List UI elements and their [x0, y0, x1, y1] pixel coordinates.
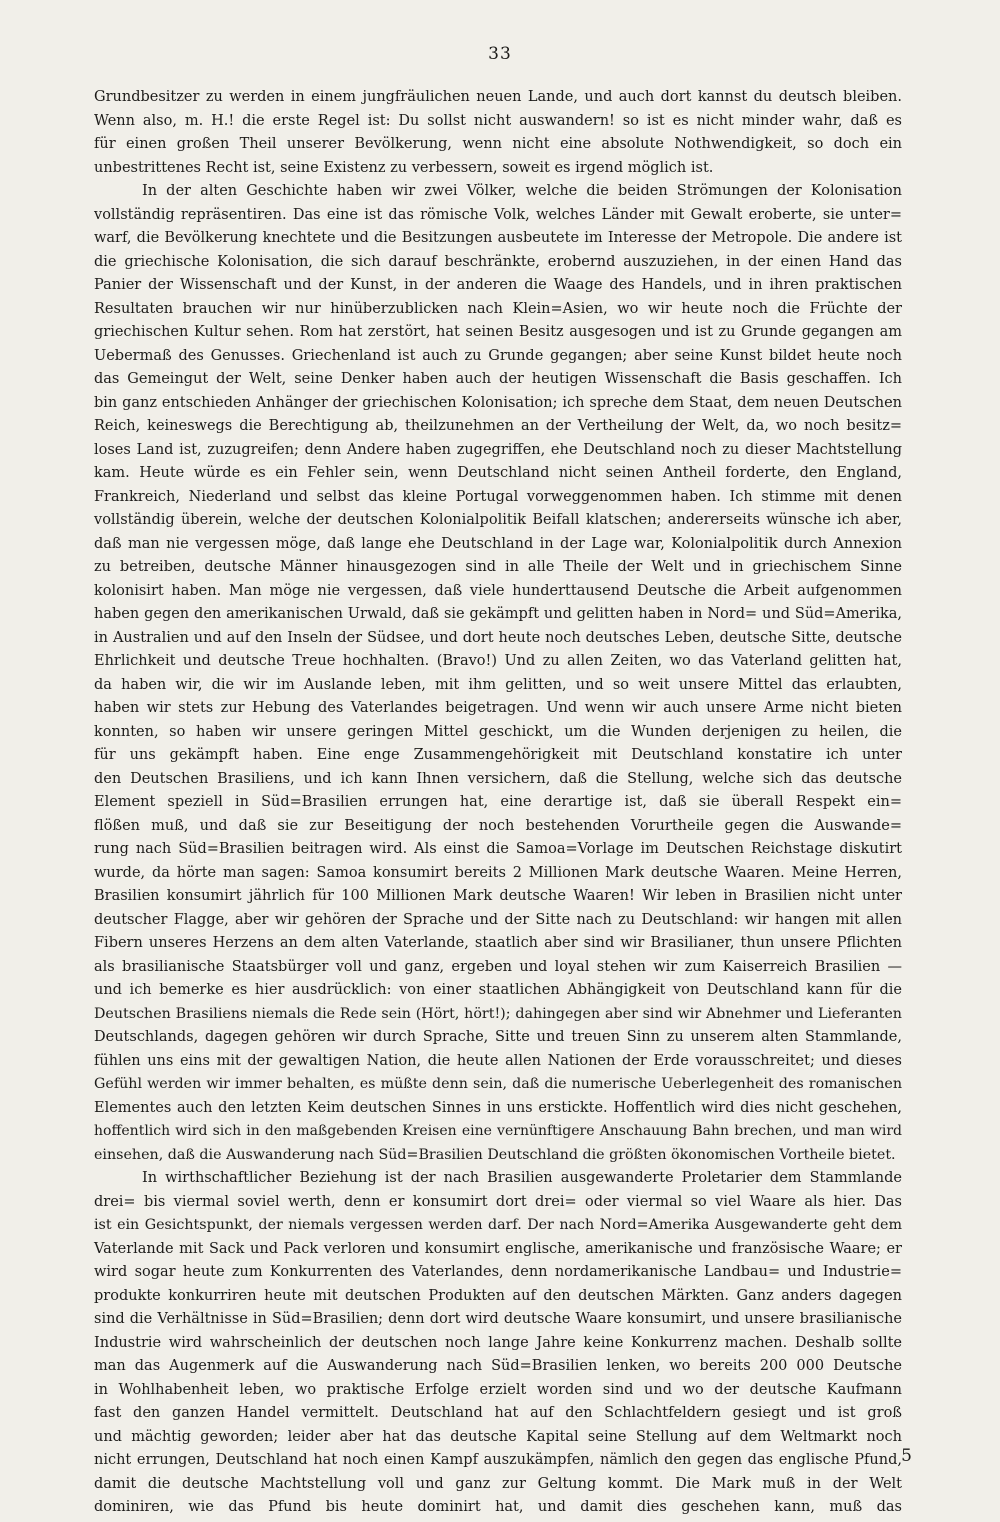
text-line: das Gemeingut der Welt, seine Denker haben auch der heutigen Wissenschaft die Basis geschaffen. Ich — [94, 371, 902, 387]
text-line: in Wohlhabenheit leben, wo praktische Erfolge erzielt worden sind und wo der deutsche Kaufmann — [94, 1381, 902, 1398]
text-line: bin ganz entschieden Anhänger der griechischen Kolonisation; ich spreche dem Staat, dem neuen Deutschen — [94, 394, 902, 411]
text-line: die griechische Kolonisation, die sich darauf beschränkte, erobernd auszuziehen, in der einen Hand das — [94, 253, 902, 270]
text-line: Panier der Wissenschaft und der Kunst, in der anderen die Waage des Handels, und in ihren praktischen — [94, 277, 902, 293]
text-line: daß man nie vergessen möge, daß lange ehe Deutschland in der Lage war, Kolonialpolitik durch Annexion — [94, 535, 902, 552]
text-line: Fibern unseres Herzens an dem alten Vaterlande, staatlich aber sind wir Brasilianer, thun unsere Pflichten — [94, 935, 902, 951]
text-line: In wirthschaftlicher Beziehung ist der nach Brasilien ausgewanderte Proletarier dem Stammlande — [142, 1170, 902, 1186]
text-line: als brasilianische Staatsbürger voll und ganz, ergeben und loyal stehen wir zum Kaiserreich Brasilien — — [94, 958, 902, 975]
text-line: Element speziell in Süd=Brasilien errungen hat, eine derartige ist, daß sie überall Respekt ein= — [94, 794, 902, 810]
text-line: Ehrlichkeit und deutsche Treue hochhalten. (Bravo!) Und zu allen Zeiten, wo das Vaterland gelitten hat, — [94, 653, 902, 669]
text-line: kam. Heute würde es ein Fehler sein, wenn Deutschland nicht seinen Antheil forderte, den England, — [94, 465, 902, 481]
text-line: fühlen uns eins mit der gewaltigen Nation, die heute allen Nationen der Erde vorausschreitet; und dieses — [94, 1052, 902, 1069]
text-line: Resultaten brauchen wir nur hinüberzublicken nach Klein=Asien, wo wir heute noch die Früchte der — [94, 300, 902, 317]
text-line: wird sogar heute zum Konkurrenten des Vaterlandes, denn nordamerikanische Landbau= und Industrie= — [94, 1264, 902, 1280]
text-line: in Australien und auf den Inseln der Südsee, und dort heute noch deutsches Leben, deutsche Sitte, deutsche — [94, 629, 902, 646]
text-line: kolonisirt haben. Man möge nie vergessen, daß viele hunderttausend Deutsche die Arbeit aufgenommen — [94, 582, 902, 599]
text-line: und mächtig geworden; leider aber hat das deutsche Kapital seine Stellung auf dem Weltmarkt noch — [94, 1428, 902, 1445]
text-line: da haben wir, die wir im Auslande leben, mit ihm gelitten, und so weit unsere Mittel das erlaubten, — [94, 676, 902, 693]
body-text — [94, 86, 902, 1520]
text-line: für uns gekämpft haben. Eine enge Zusammengehörigkeit mit Deutschland konstatire ich unter — [94, 747, 902, 763]
text-line: damit die deutsche Machtstellung voll und ganz zur Geltung kommt. Die Mark muß in der Welt — [94, 1475, 902, 1492]
text-line: dominiren, wie das Pfund bis heute dominirt hat, und damit dies geschehen kann, muß das — [94, 1499, 902, 1515]
text-line: Grundbesitzer zu werden in einem jungfräulichen neuen Lande, und auch dort kannst du deutsch bleiben. — [94, 89, 902, 105]
text-line: Elementes auch den letzten Keim deutschen Sinnes in uns erstickte. Hoffentlich wird dies nicht geschehen, — [94, 1099, 902, 1116]
text-line: hoffentlich wird sich in den maßgebenden Kreisen eine vernünftigere Anschauung Bahn brechen, und man wird — [94, 1123, 902, 1139]
text-line: produkte konkurriren heute mit deutschen Produkten auf den deutschen Märkten. Ganz anders dagegen — [94, 1287, 902, 1304]
text-line: man das Augenmerk auf die Auswanderung nach Süd=Brasilien lenken, wo bereits 200 000 Deutsche — [94, 1358, 902, 1374]
text-line: den Deutschen Brasiliens, und ich kann Ihnen versichern, daß die Stellung, welche sich das deutsche — [94, 770, 902, 787]
text-line: einsehen, daß die Auswanderung nach Süd=Brasilien Deutschland die größten ökonomischen Vortheile bietet. — [94, 1146, 896, 1163]
text-line: deutscher Flagge, aber wir gehören der Sprache und der Sitte nach zu Deutschland: wir hangen mit allen — [94, 911, 902, 928]
text-line: für einen großen Theil unserer Bevölkerung, wenn nicht eine absolute Nothwendigkeit, so doch ein — [94, 136, 902, 152]
text-line: vollständig repräsentiren. Das eine ist das römische Volk, welches Länder mit Gewalt eroberte, sie unter= — [94, 206, 902, 223]
text-line: haben gegen den amerikanischen Urwald, daß sie gekämpft und gelitten haben in Nord= und Süd=Amerika, — [94, 606, 902, 622]
text-line: flößen muß, und daß sie zur Beseitigung der noch bestehenden Vorurtheile gegen die Auswande= — [94, 817, 902, 834]
text-line: konnten, so haben wir unsere geringen Mittel geschickt, um die Wunden derjenigen zu heilen, die — [94, 723, 902, 740]
text-line: loses Land ist, zuzugreifen; denn Andere haben zugegriffen, ehe Deutschland noch zu dieser Machtstellung — [94, 441, 902, 458]
text-line: haben wir stets zur Hebung des Vaterlandes beigetragen. Und wenn wir auch unsere Arme nicht bieten — [94, 700, 902, 716]
text-line: rung nach Süd=Brasilien beitragen wird. Als einst die Samoa=Vorlage im Deutschen Reichstage diskutirt — [94, 841, 902, 857]
text-line: drei= bis viermal soviel werth, denn er konsumirt dort drei= oder viermal so viel Waare als hier. Das — [94, 1193, 902, 1210]
text-line: warf, die Bevölkerung knechtete und die Besitzungen ausbeutete im Interesse der Metropole. Die andere ist — [94, 230, 902, 246]
text-line: Industrie wird wahrscheinlich der deutschen noch lange Jahre keine Konkurrenz machen. Deshalb sollte — [94, 1334, 902, 1351]
text-line: Brasilien konsumirt jährlich für 100 Millionen Mark deutsche Waaren! Wir leben in Brasilien nicht unter — [94, 888, 902, 904]
text-line: vollständig überein, welche der deutschen Kolonialpolitik Beifall klatschen; andererseits wünsche ich aber, — [94, 512, 902, 528]
text-line: sind die Verhältnisse in Süd=Brasilien; denn dort wird deutsche Waare konsumirt, und unsere brasilianische — [94, 1311, 902, 1327]
text-line: Deutschen Brasiliens niemals die Rede sein (Hört, hört!); dahingegen aber sind wir Abnehmer und Lieferanten — [94, 1005, 902, 1022]
text-line: ist ein Gesichtspunkt, der niemals vergessen werden darf. Der nach Nord=Amerika Ausgewanderte geht dem — [94, 1217, 902, 1233]
text-line: zu betreiben, deutsche Männer hinausgezogen sind in alle Theile der Welt und in griechischem Sinne — [94, 559, 902, 575]
text-line: und ich bemerke es hier ausdrücklich: von einer staatlichen Abhängigkeit von Deutschland kann für die — [94, 982, 902, 998]
text-line: unbestrittenes Recht ist, seine Existenz zu verbessern, soweit es irgend möglich ist. — [94, 159, 714, 176]
text-line: Uebermaß des Genusses. Griechenland ist auch zu Grunde gegangen; aber seine Kunst bildet heute noch — [94, 347, 902, 364]
text-line: fast den ganzen Handel vermittelt. Deutschland hat auf den Schlachtfeldern gesiegt und ist groß — [94, 1405, 902, 1421]
text-line: Reich, keineswegs die Berechtigung ab, theilzunehmen an der Vertheilung der Welt, da, wo noch besitz= — [94, 418, 902, 434]
text-line: Wenn also, m. H.! die erste Regel ist: Du sollst nicht auswandern! so ist es nicht minder wahr, daß es — [94, 112, 902, 129]
text-line: Frankreich, Niederland und selbst das kleine Portugal vorweggenommen haben. Ich stimme mit denen — [94, 488, 902, 505]
text-line: wurde, da hörte man sagen: Samoa konsumirt bereits 2 Millionen Mark deutsche Waaren. Meine Herren, — [94, 864, 902, 881]
text-line: Deutschlands, dagegen gehören wir durch Sprache, Sitte und treuen Sinn zu unserem alten Stammlande, — [94, 1029, 902, 1045]
text-line: Gefühl werden wir immer behalten, es müßte denn sein, daß die numerische Ueberlegenheit des romanischen — [94, 1076, 902, 1092]
text-line: griechischen Kultur sehen. Rom hat zerstört, hat seinen Besitz ausgesogen und ist zu Grunde gegangen am — [94, 324, 902, 340]
page-number: 33 — [488, 44, 512, 64]
text-line: nicht errungen, Deutschland hat noch einen Kampf auszukämpfen, nämlich den gegen das englische Pfund, — [94, 1452, 902, 1468]
text-line: In der alten Geschichte haben wir zwei Völker, welche die beiden Strömungen der Kolonisation — [142, 183, 902, 199]
signature-mark: 5 — [901, 1446, 912, 1466]
text-line: Vaterlande mit Sack und Pack verloren und konsumirt englische, amerikanische und französische Waare; er — [94, 1240, 902, 1257]
